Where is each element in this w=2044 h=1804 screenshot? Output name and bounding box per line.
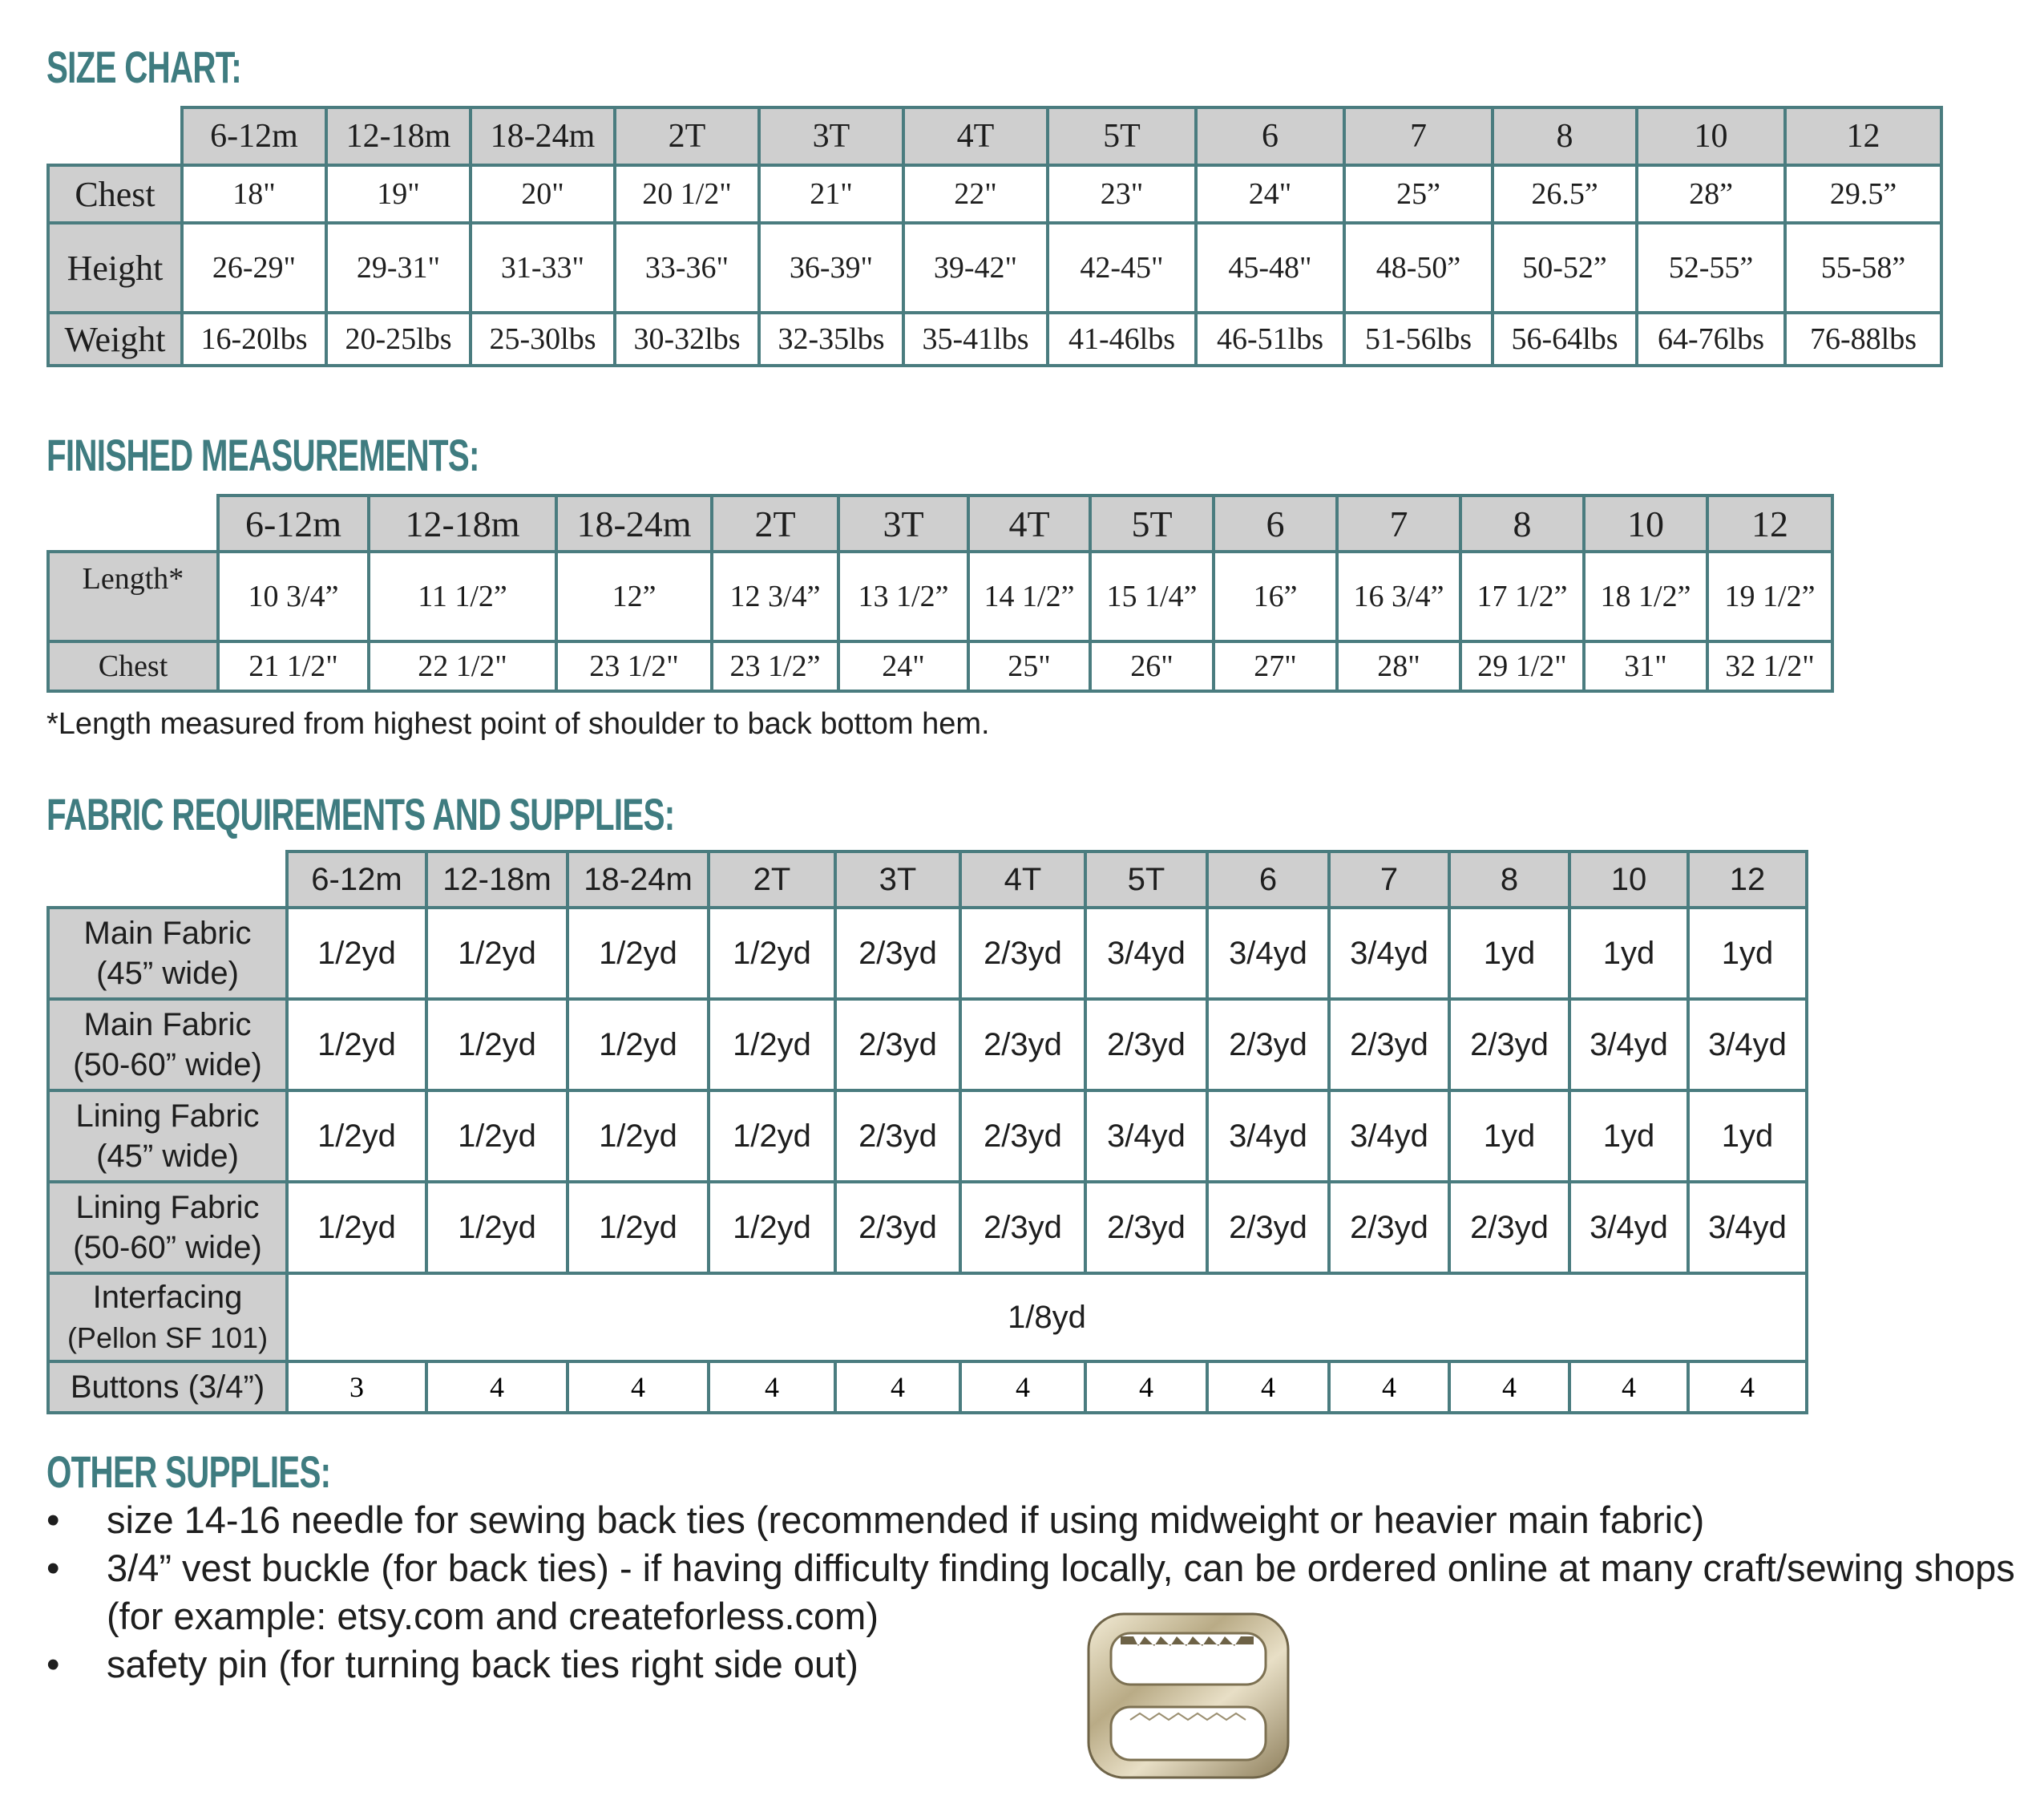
table-cell: 3/4yd — [1688, 999, 1807, 1090]
row-label-chest: Chest — [48, 165, 182, 223]
finished-chest-row — [48, 641, 1832, 691]
size-header: 10 — [1569, 851, 1688, 908]
size-header: 7 — [1329, 851, 1449, 908]
table-cell: 3/4yd — [1207, 1090, 1329, 1182]
size-header: 8 — [1460, 495, 1584, 552]
table-cell: 23 1/2" — [556, 641, 712, 691]
size-header: 12-18m — [326, 107, 471, 165]
table-cell: 2/3yd — [1449, 1182, 1569, 1273]
size-header: 12-18m — [369, 495, 556, 552]
row-label-length: Length* — [48, 552, 218, 641]
table-cell: 1/2yd — [426, 1090, 568, 1182]
table-cell: 32 1/2" — [1707, 641, 1832, 691]
table-cell: 24" — [1196, 165, 1344, 223]
size-chart-table — [46, 106, 1943, 367]
buttons-row — [48, 1361, 1807, 1413]
size-header: 10 — [1584, 495, 1707, 552]
table-cell: 1yd — [1688, 1090, 1807, 1182]
table-cell: 76-88lbs — [1785, 313, 1941, 366]
list-item — [46, 1544, 2042, 1640]
table-cell: 2/3yd — [1085, 1182, 1207, 1273]
table-cell: 4 — [1688, 1361, 1807, 1413]
size-header: 6-12m — [182, 107, 326, 165]
fabric-header-row — [48, 851, 1807, 908]
table-cell: 1/2yd — [709, 1182, 835, 1273]
interfacing-value: 1/8yd — [287, 1273, 1807, 1361]
table-cell: 1yd — [1569, 1090, 1688, 1182]
table-cell: 4 — [1085, 1361, 1207, 1413]
table-cell: 35-41lbs — [903, 313, 1048, 366]
table-cell: 1/2yd — [568, 908, 709, 999]
table-cell: 16” — [1214, 552, 1337, 641]
table-cell: 2/3yd — [960, 908, 1085, 999]
bullet-icon: • — [46, 1499, 60, 1541]
table-cell: 2/3yd — [835, 1182, 960, 1273]
table-cell: 19" — [326, 165, 471, 223]
list-item-text: size 14-16 needle for sewing back ties (recommended if using midweight or heavier main fabric) — [107, 1499, 1705, 1541]
table-cell: 3/4yd — [1329, 1090, 1449, 1182]
table-cell: 48-50” — [1344, 223, 1493, 313]
list-item — [46, 1496, 2042, 1544]
size-header: 7 — [1344, 107, 1493, 165]
row-label-chest: Chest — [48, 641, 218, 691]
table-cell: 4 — [1329, 1361, 1449, 1413]
table-cell: 41-46lbs — [1048, 313, 1196, 366]
label-line: (50-60” wide) — [73, 1230, 262, 1265]
table-cell: 20-25lbs — [326, 313, 471, 366]
table-cell: 26.5” — [1493, 165, 1637, 223]
size-header: 4T — [960, 851, 1085, 908]
table-cell: 42-45" — [1048, 223, 1196, 313]
table-cell: 1/2yd — [426, 908, 568, 999]
table-cell: 25” — [1344, 165, 1493, 223]
table-cell: 3/4yd — [1085, 908, 1207, 999]
table-cell: 18 1/2” — [1584, 552, 1707, 641]
fabric-requirements-heading: FABRIC REQUIREMENTS AND SUPPLIES: — [46, 789, 675, 839]
size-header: 5T — [1090, 495, 1214, 552]
table-cell: 33-36" — [615, 223, 759, 313]
size-header: 5T — [1085, 851, 1207, 908]
table-cell: 56-64lbs — [1493, 313, 1637, 366]
table-cell: 2/3yd — [1207, 999, 1329, 1090]
row-label-main-fabric-45 — [48, 908, 287, 999]
table-cell: 2/3yd — [835, 1090, 960, 1182]
height-row — [48, 223, 1941, 313]
label-line: Main Fabric — [83, 916, 252, 951]
table-cell: 3/4yd — [1329, 908, 1449, 999]
size-header: 12 — [1707, 495, 1832, 552]
size-header: 18-24m — [556, 495, 712, 552]
size-header: 3T — [759, 107, 903, 165]
table-cell: 1yd — [1569, 908, 1688, 999]
table-cell: 30-32lbs — [615, 313, 759, 366]
table-cell: 12” — [556, 552, 712, 641]
table-cell: 29 1/2" — [1460, 641, 1584, 691]
table-cell: 18" — [182, 165, 326, 223]
table-cell: 50-52” — [1493, 223, 1637, 313]
main-fabric-45-row — [48, 908, 1807, 999]
table-cell: 21" — [759, 165, 903, 223]
table-cell: 45-48" — [1196, 223, 1344, 313]
size-header: 4T — [968, 495, 1090, 552]
table-cell: 2/3yd — [1329, 999, 1449, 1090]
table-cell: 20" — [471, 165, 615, 223]
row-label-weight: Weight — [48, 313, 182, 366]
label-line: (Pellon SF 101) — [67, 1321, 269, 1354]
table-cell: 12 3/4” — [712, 552, 838, 641]
table-cell: 19 1/2” — [1707, 552, 1832, 641]
corner-cell — [48, 851, 287, 908]
row-label-main-fabric-50 — [48, 999, 287, 1090]
table-cell: 39-42" — [903, 223, 1048, 313]
table-cell: 1/2yd — [568, 1090, 709, 1182]
table-cell: 55-58” — [1785, 223, 1941, 313]
table-cell: 27" — [1214, 641, 1337, 691]
table-cell: 1/2yd — [568, 999, 709, 1090]
table-cell: 2/3yd — [1085, 999, 1207, 1090]
finished-measurements-heading: FINISHED MEASUREMENTS: — [46, 430, 479, 480]
size-header: 12 — [1785, 107, 1941, 165]
size-header: 6-12m — [218, 495, 369, 552]
bullet-icon: • — [46, 1547, 60, 1589]
table-cell: 16 3/4” — [1337, 552, 1460, 641]
table-cell: 3/4yd — [1085, 1090, 1207, 1182]
table-cell: 24" — [838, 641, 968, 691]
row-label-buttons: Buttons (3/4”) — [48, 1361, 287, 1413]
size-header: 4T — [903, 107, 1048, 165]
lining-fabric-45-row — [48, 1090, 1807, 1182]
table-cell: 31-33" — [471, 223, 615, 313]
size-header: 2T — [712, 495, 838, 552]
size-header: 2T — [615, 107, 759, 165]
table-cell: 3/4yd — [1569, 999, 1688, 1090]
table-cell: 29.5” — [1785, 165, 1941, 223]
other-supplies-list — [46, 1496, 2042, 1689]
table-cell: 13 1/2” — [838, 552, 968, 641]
finished-measurements-table — [46, 494, 1834, 693]
size-header: 10 — [1637, 107, 1785, 165]
label-line: Main Fabric — [83, 1007, 252, 1042]
table-cell: 22" — [903, 165, 1048, 223]
row-label-lining-fabric-50 — [48, 1182, 287, 1273]
label-line: Lining Fabric — [75, 1098, 260, 1134]
corner-cell — [48, 495, 218, 552]
size-header: 6 — [1207, 851, 1329, 908]
bullet-icon: • — [46, 1643, 60, 1685]
main-fabric-50-row — [48, 999, 1807, 1090]
table-cell: 1/2yd — [709, 1090, 835, 1182]
table-cell: 36-39" — [759, 223, 903, 313]
length-row — [48, 552, 1832, 641]
length-footnote: *Length measured from highest point of shoulder to back bottom hem. — [46, 707, 990, 741]
size-header: 18-24m — [568, 851, 709, 908]
table-cell: 2/3yd — [1329, 1182, 1449, 1273]
table-cell: 46-51lbs — [1196, 313, 1344, 366]
table-cell: 14 1/2” — [968, 552, 1090, 641]
table-cell: 15 1/4” — [1090, 552, 1214, 641]
table-cell: 1/2yd — [709, 999, 835, 1090]
table-cell: 3/4yd — [1569, 1182, 1688, 1273]
table-cell: 1/2yd — [426, 1182, 568, 1273]
size-header: 7 — [1337, 495, 1460, 552]
fabric-requirements-table — [46, 850, 1808, 1414]
table-cell: 4 — [835, 1361, 960, 1413]
label-line: Lining Fabric — [75, 1190, 260, 1225]
table-cell: 1/2yd — [709, 908, 835, 999]
table-cell: 1/2yd — [287, 908, 426, 999]
table-cell: 17 1/2” — [1460, 552, 1584, 641]
size-header: 3T — [838, 495, 968, 552]
other-supplies-heading: OTHER SUPPLIES: — [46, 1446, 331, 1497]
size-header: 6 — [1214, 495, 1337, 552]
size-header: 2T — [709, 851, 835, 908]
size-header: 6-12m — [287, 851, 426, 908]
size-header-row — [48, 107, 1941, 165]
table-cell: 1yd — [1449, 1090, 1569, 1182]
size-header: 8 — [1493, 107, 1637, 165]
table-cell: 2/3yd — [960, 1090, 1085, 1182]
table-cell: 64-76lbs — [1637, 313, 1785, 366]
size-header: 8 — [1449, 851, 1569, 908]
row-label-lining-fabric-45 — [48, 1090, 287, 1182]
size-chart-heading: SIZE CHART: — [46, 42, 241, 92]
table-cell: 10 3/4” — [218, 552, 369, 641]
size-header: 6 — [1196, 107, 1344, 165]
table-cell: 21 1/2" — [218, 641, 369, 691]
table-cell: 28” — [1637, 165, 1785, 223]
table-cell: 4 — [1449, 1361, 1569, 1413]
table-cell: 20 1/2" — [615, 165, 759, 223]
list-item-text: 3/4” vest buckle (for back ties) - if having difficulty finding locally, can be ordered online at many craft/sewing shops (for example: etsy.com and createforless.com) — [107, 1547, 2015, 1637]
vest-buckle-image — [1082, 1608, 1295, 1784]
weight-row — [48, 313, 1941, 366]
corner-cell — [48, 107, 182, 165]
label-line: Interfacing — [92, 1279, 243, 1315]
table-cell: 2/3yd — [835, 999, 960, 1090]
table-cell: 1yd — [1449, 908, 1569, 999]
table-cell: 22 1/2" — [369, 641, 556, 691]
table-cell: 2/3yd — [835, 908, 960, 999]
row-label-height: Height — [48, 223, 182, 313]
table-cell: 1/2yd — [287, 1090, 426, 1182]
list-item — [46, 1640, 2042, 1689]
label-line: (45” wide) — [96, 956, 239, 991]
table-cell: 26" — [1090, 641, 1214, 691]
table-cell: 1/2yd — [426, 999, 568, 1090]
table-cell: 26-29" — [182, 223, 326, 313]
table-cell: 29-31" — [326, 223, 471, 313]
table-cell: 11 1/2” — [369, 552, 556, 641]
table-cell: 25" — [968, 641, 1090, 691]
table-cell: 4 — [568, 1361, 709, 1413]
size-header: 12-18m — [426, 851, 568, 908]
size-header: 5T — [1048, 107, 1196, 165]
table-cell: 4 — [1569, 1361, 1688, 1413]
table-cell: 1/2yd — [287, 999, 426, 1090]
table-cell: 2/3yd — [1449, 999, 1569, 1090]
table-cell: 2/3yd — [960, 1182, 1085, 1273]
table-cell: 25-30lbs — [471, 313, 615, 366]
table-cell: 3 — [287, 1361, 426, 1413]
table-cell: 23" — [1048, 165, 1196, 223]
size-header: 18-24m — [471, 107, 615, 165]
lining-fabric-50-row — [48, 1182, 1807, 1273]
table-cell: 52-55” — [1637, 223, 1785, 313]
table-cell: 51-56lbs — [1344, 313, 1493, 366]
table-cell: 3/4yd — [1207, 908, 1329, 999]
table-cell: 4 — [960, 1361, 1085, 1413]
size-header: 3T — [835, 851, 960, 908]
table-cell: 4 — [1207, 1361, 1329, 1413]
table-cell: 4 — [709, 1361, 835, 1413]
interfacing-row — [48, 1273, 1807, 1361]
table-cell: 3/4yd — [1688, 1182, 1807, 1273]
table-cell: 1/2yd — [568, 1182, 709, 1273]
row-label-interfacing — [48, 1273, 287, 1361]
finished-header-row — [48, 495, 1832, 552]
table-cell: 1yd — [1688, 908, 1807, 999]
table-cell: 23 1/2” — [712, 641, 838, 691]
label-line: (50-60” wide) — [73, 1047, 262, 1082]
table-cell: 31" — [1584, 641, 1707, 691]
table-cell: 28" — [1337, 641, 1460, 691]
label-line: (45” wide) — [96, 1139, 239, 1174]
list-item-text: safety pin (for turning back ties right side out) — [107, 1643, 858, 1685]
table-cell: 1/2yd — [287, 1182, 426, 1273]
table-cell: 4 — [426, 1361, 568, 1413]
table-cell: 2/3yd — [960, 999, 1085, 1090]
chest-row — [48, 165, 1941, 223]
table-cell: 2/3yd — [1207, 1182, 1329, 1273]
table-cell: 16-20lbs — [182, 313, 326, 366]
table-cell: 32-35lbs — [759, 313, 903, 366]
size-header: 12 — [1688, 851, 1807, 908]
